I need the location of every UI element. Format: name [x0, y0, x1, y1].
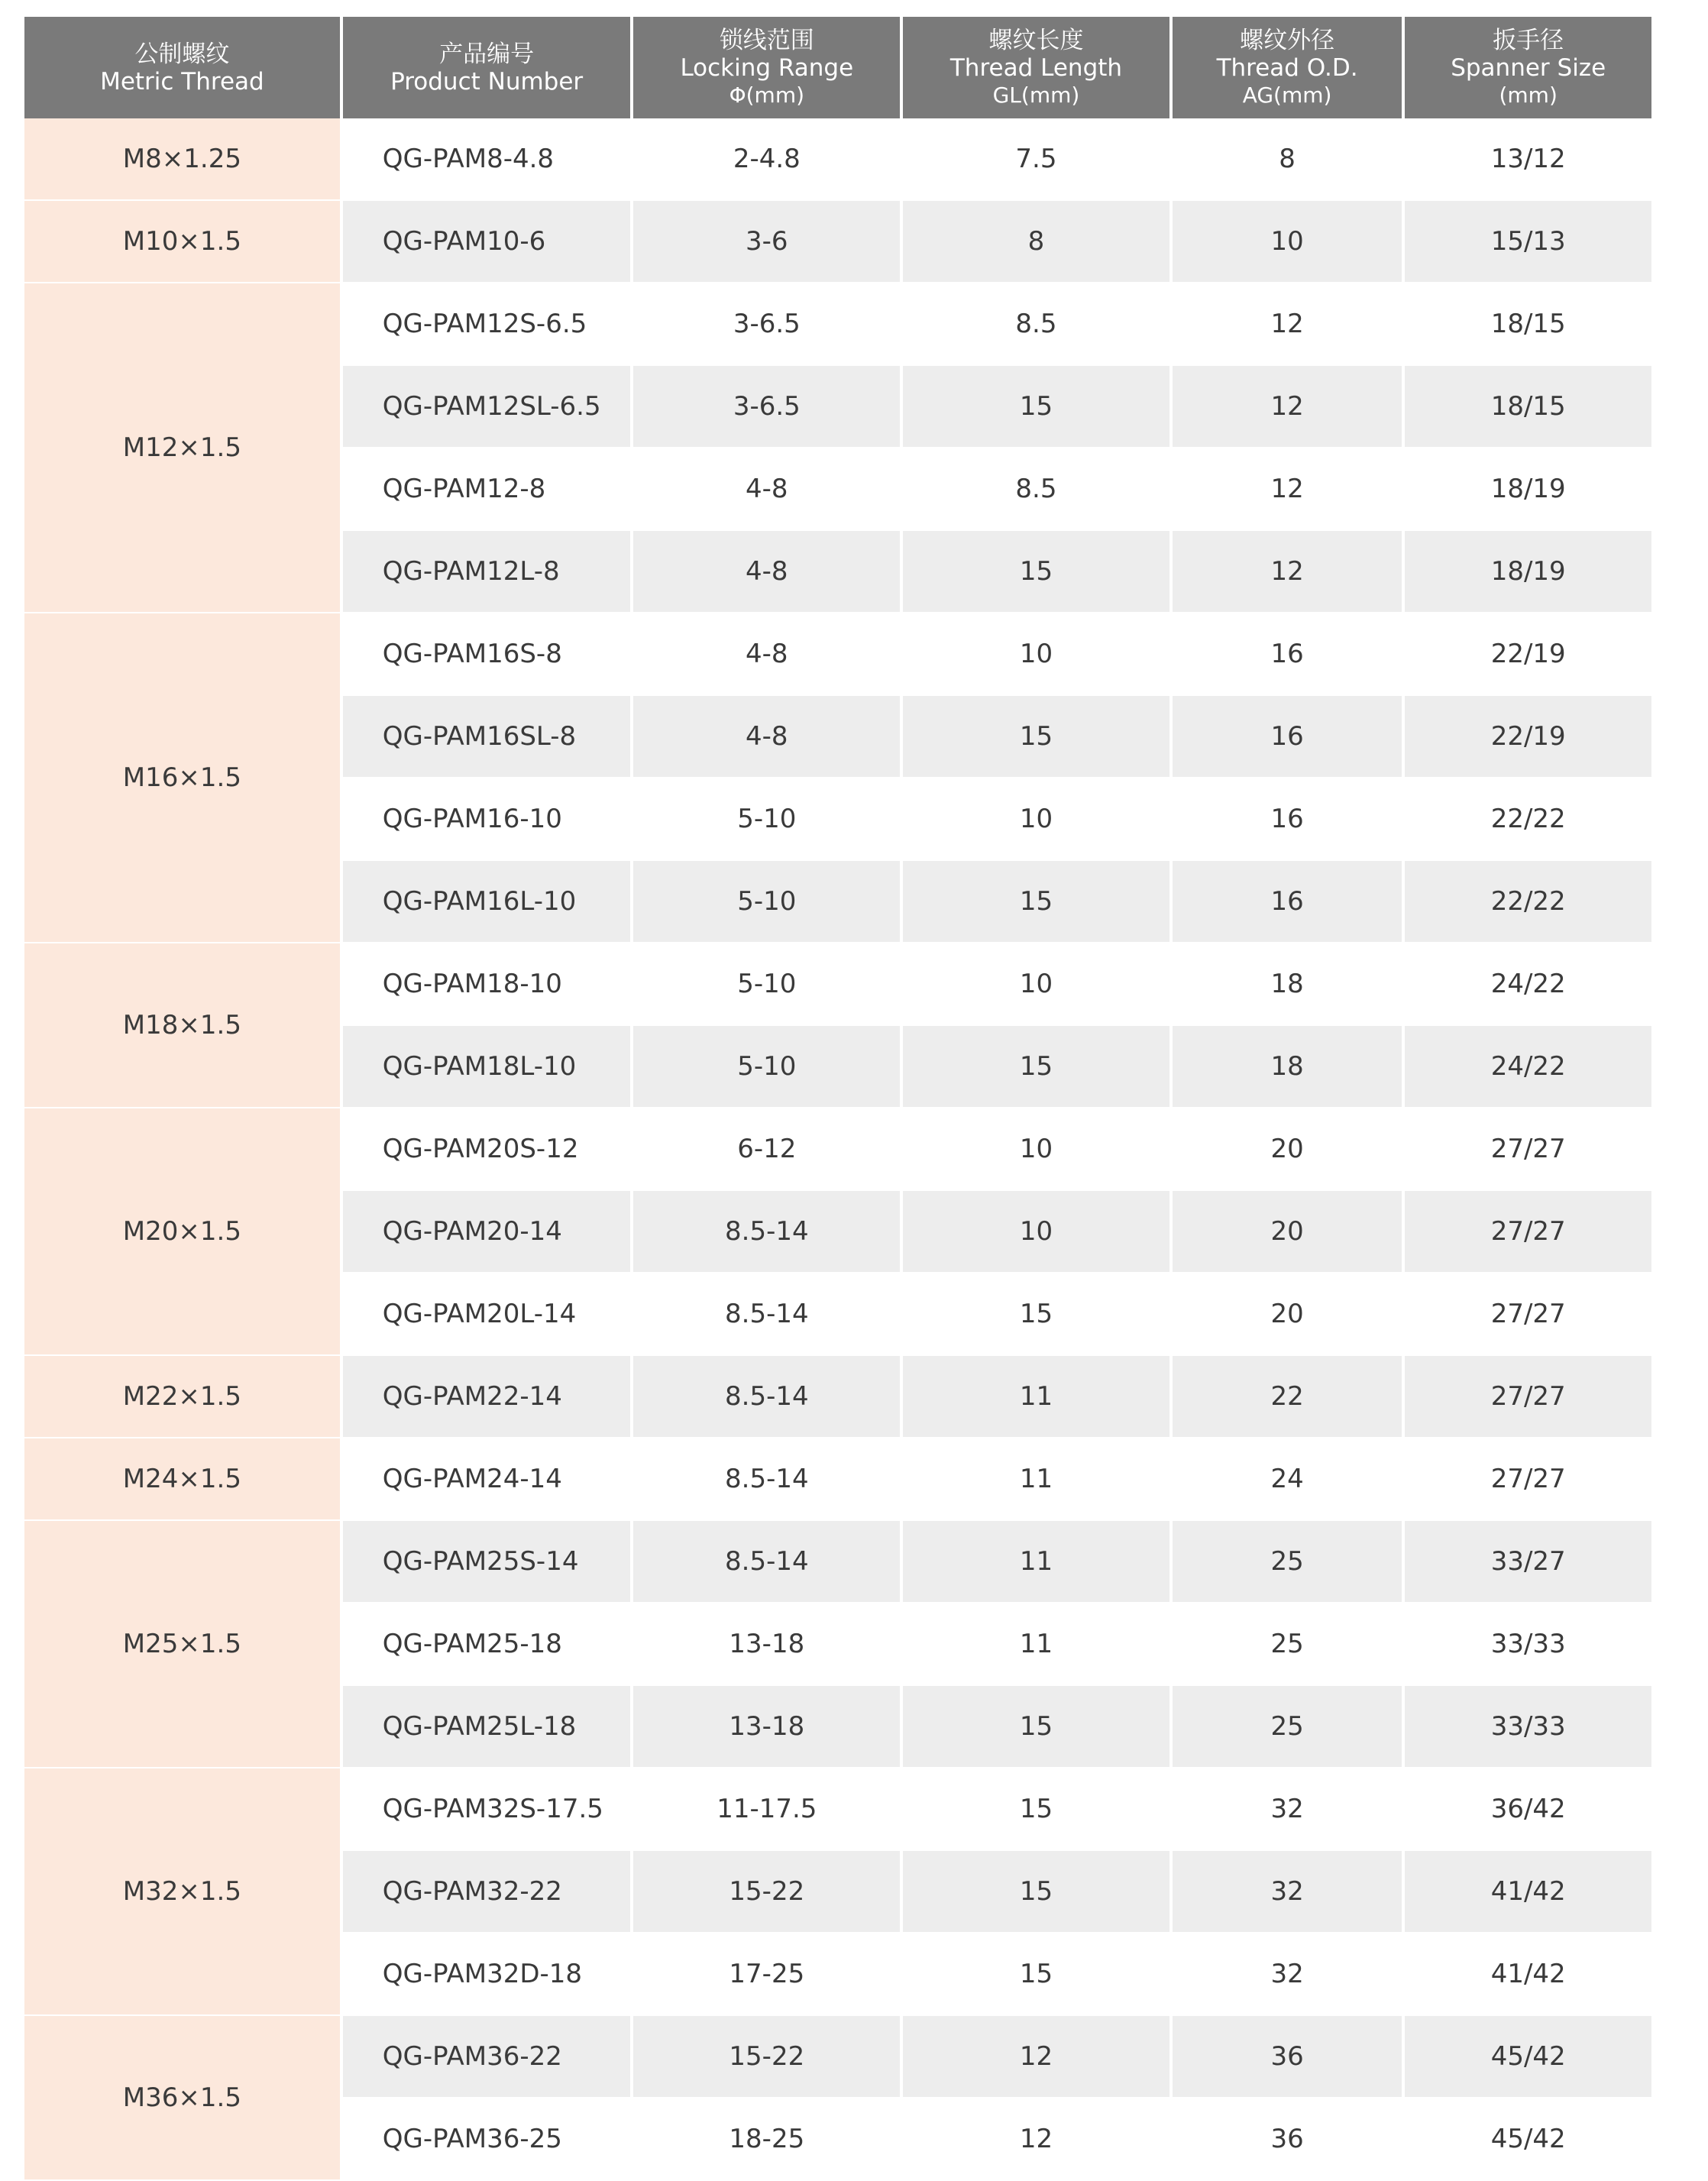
table-row [24, 613, 1651, 696]
locking-range-cell: 4-8 [633, 448, 900, 531]
spanner-size-cell: 22/22 [1405, 778, 1651, 861]
locking-range-cell: 5-10 [633, 778, 900, 861]
header-thread-length-unit: GL(mm) [992, 82, 1080, 108]
product-number-cell: QG-PAM22-14 [343, 1356, 631, 1438]
thread-length-cell: 15 [903, 861, 1169, 943]
locking-range-cell: 3-6.5 [633, 283, 900, 366]
spanner-size-cell: 13/12 [1405, 118, 1651, 201]
metric-thread-cell: M20×1.5 [24, 1108, 340, 1356]
locking-range-cell: 3-6.5 [633, 366, 900, 448]
thread-length-cell: 11 [903, 1521, 1169, 1603]
product-number-cell: QG-PAM12S-6.5 [343, 283, 631, 366]
product-number-cell: QG-PAM10-6 [343, 201, 631, 283]
spanner-size-cell: 27/27 [1405, 1108, 1651, 1191]
metric-thread-cell: M12×1.5 [24, 283, 340, 613]
header-metric-thread-en: Metric Thread [100, 67, 264, 95]
spanner-size-cell: 18/19 [1405, 448, 1651, 531]
spanner-size-cell: 45/42 [1405, 2098, 1651, 2181]
product-number-cell: QG-PAM20L-14 [343, 1273, 631, 1356]
header-product-number-en: Product Number [390, 67, 584, 95]
header-thread-od-unit: AG(mm) [1242, 82, 1332, 108]
thread-od-cell: 12 [1173, 531, 1402, 613]
spec-table [21, 17, 1655, 2181]
locking-range-cell: 15-22 [633, 1851, 900, 1933]
thread-od-cell: 12 [1173, 448, 1402, 531]
metric-thread-cell: M22×1.5 [24, 1356, 340, 1438]
metric-thread-cell: M18×1.5 [24, 943, 340, 1108]
product-number-cell: QG-PAM32-22 [343, 1851, 631, 1933]
locking-range-cell: 3-6 [633, 201, 900, 283]
product-number-cell: QG-PAM32S-17.5 [343, 1768, 631, 1851]
product-number-cell: QG-PAM24-14 [343, 1438, 631, 1521]
thread-length-cell: 10 [903, 943, 1169, 1026]
metric-thread-cell: M25×1.5 [24, 1521, 340, 1768]
table-row [24, 1521, 1651, 1603]
product-number-cell: QG-PAM18-10 [343, 943, 631, 1026]
table-row [24, 1768, 1651, 1851]
thread-length-cell: 7.5 [903, 118, 1169, 201]
spanner-size-cell: 27/27 [1405, 1356, 1651, 1438]
spanner-size-cell: 27/27 [1405, 1438, 1651, 1521]
thread-od-cell: 18 [1173, 1026, 1402, 1108]
thread-od-cell: 25 [1173, 1521, 1402, 1603]
locking-range-cell: 11-17.5 [633, 1768, 900, 1851]
thread-od-cell: 24 [1173, 1438, 1402, 1521]
spanner-size-cell: 33/27 [1405, 1521, 1651, 1603]
thread-length-cell: 15 [903, 1273, 1169, 1356]
thread-od-cell: 10 [1173, 201, 1402, 283]
thread-od-cell: 16 [1173, 861, 1402, 943]
spanner-size-cell: 22/22 [1405, 861, 1651, 943]
spanner-size-cell: 22/19 [1405, 696, 1651, 778]
thread-length-cell: 11 [903, 1438, 1169, 1521]
thread-od-cell: 36 [1173, 2016, 1402, 2098]
table-row [24, 2016, 1651, 2098]
thread-length-cell: 8 [903, 201, 1169, 283]
spanner-size-cell: 33/33 [1405, 1603, 1651, 1686]
table-row [24, 283, 1651, 366]
header-locking-range [633, 17, 900, 118]
thread-od-cell: 18 [1173, 943, 1402, 1026]
spanner-size-cell: 15/13 [1405, 201, 1651, 283]
thread-od-cell: 32 [1173, 1768, 1402, 1851]
thread-length-cell: 15 [903, 1686, 1169, 1768]
locking-range-cell: 2-4.8 [633, 118, 900, 201]
product-number-cell: QG-PAM18L-10 [343, 1026, 631, 1108]
thread-length-cell: 11 [903, 1603, 1169, 1686]
header-metric-thread [24, 17, 340, 118]
product-number-cell: QG-PAM12SL-6.5 [343, 366, 631, 448]
product-number-cell: QG-PAM20S-12 [343, 1108, 631, 1191]
locking-range-cell: 8.5-14 [633, 1356, 900, 1438]
locking-range-cell: 4-8 [633, 531, 900, 613]
table-row [24, 1356, 1651, 1438]
product-number-cell: QG-PAM32D-18 [343, 1933, 631, 2016]
header-spanner-size-cn: 扳手径 [1493, 26, 1564, 54]
product-number-cell: QG-PAM25-18 [343, 1603, 631, 1686]
spanner-size-cell: 22/19 [1405, 613, 1651, 696]
thread-od-cell: 12 [1173, 283, 1402, 366]
header-locking-range-cn: 锁线范围 [719, 26, 814, 54]
thread-length-cell: 10 [903, 1191, 1169, 1273]
thread-od-cell: 8 [1173, 118, 1402, 201]
thread-od-cell: 20 [1173, 1273, 1402, 1356]
thread-length-cell: 15 [903, 696, 1169, 778]
metric-thread-cell: M8×1.25 [24, 118, 340, 201]
spanner-size-cell: 45/42 [1405, 2016, 1651, 2098]
thread-length-cell: 15 [903, 1026, 1169, 1108]
thread-length-cell: 8.5 [903, 448, 1169, 531]
locking-range-cell: 13-18 [633, 1686, 900, 1768]
product-number-cell: QG-PAM12L-8 [343, 531, 631, 613]
thread-length-cell: 10 [903, 613, 1169, 696]
header-thread-od-cn: 螺纹外径 [1240, 26, 1335, 54]
spanner-size-cell: 18/15 [1405, 283, 1651, 366]
header-thread-od [1173, 17, 1402, 118]
header-product-number [343, 17, 631, 118]
table-row [24, 1108, 1651, 1191]
header-locking-range-unit: Φ(mm) [729, 82, 805, 108]
table-row [24, 943, 1651, 1026]
product-number-cell: QG-PAM16SL-8 [343, 696, 631, 778]
thread-length-cell: 15 [903, 1851, 1169, 1933]
header-metric-thread-cn: 公制螺纹 [134, 40, 230, 68]
locking-range-cell: 8.5-14 [633, 1273, 900, 1356]
thread-length-cell: 10 [903, 778, 1169, 861]
table-body [24, 118, 1651, 2181]
spanner-size-cell: 24/22 [1405, 1026, 1651, 1108]
locking-range-cell: 4-8 [633, 613, 900, 696]
spanner-size-cell: 41/42 [1405, 1851, 1651, 1933]
thread-od-cell: 16 [1173, 613, 1402, 696]
metric-thread-cell: M32×1.5 [24, 1768, 340, 2016]
product-number-cell: QG-PAM16S-8 [343, 613, 631, 696]
header-product-number-cn: 产品编号 [439, 40, 535, 68]
table-row [24, 1438, 1651, 1521]
spanner-size-cell: 33/33 [1405, 1686, 1651, 1768]
locking-range-cell: 6-12 [633, 1108, 900, 1191]
spanner-size-cell: 41/42 [1405, 1933, 1651, 2016]
thread-od-cell: 36 [1173, 2098, 1402, 2181]
product-number-cell: QG-PAM20-14 [343, 1191, 631, 1273]
thread-length-cell: 15 [903, 1768, 1169, 1851]
table-row [24, 201, 1651, 283]
spanner-size-cell: 18/19 [1405, 531, 1651, 613]
locking-range-cell: 13-18 [633, 1603, 900, 1686]
thread-od-cell: 22 [1173, 1356, 1402, 1438]
product-number-cell: QG-PAM16L-10 [343, 861, 631, 943]
product-number-cell: QG-PAM25L-18 [343, 1686, 631, 1768]
product-number-cell: QG-PAM12-8 [343, 448, 631, 531]
thread-od-cell: 16 [1173, 778, 1402, 861]
locking-range-cell: 8.5-14 [633, 1521, 900, 1603]
thread-length-cell: 11 [903, 1356, 1169, 1438]
thread-od-cell: 32 [1173, 1851, 1402, 1933]
header-spanner-size-en: Spanner Size [1451, 53, 1606, 82]
table-header [24, 17, 1651, 118]
thread-length-cell: 12 [903, 2098, 1169, 2181]
locking-range-cell: 4-8 [633, 696, 900, 778]
product-number-cell: QG-PAM25S-14 [343, 1521, 631, 1603]
product-number-cell: QG-PAM8-4.8 [343, 118, 631, 201]
header-spanner-size [1405, 17, 1651, 118]
header-thread-od-en: Thread O.D. [1216, 53, 1358, 82]
product-number-cell: QG-PAM16-10 [343, 778, 631, 861]
thread-od-cell: 25 [1173, 1686, 1402, 1768]
header-thread-length-en: Thread Length [949, 53, 1123, 82]
locking-range-cell: 5-10 [633, 861, 900, 943]
locking-range-cell: 18-25 [633, 2098, 900, 2181]
locking-range-cell: 8.5-14 [633, 1191, 900, 1273]
metric-thread-cell: M36×1.5 [24, 2016, 340, 2181]
thread-length-cell: 10 [903, 1108, 1169, 1191]
product-number-cell: QG-PAM36-22 [343, 2016, 631, 2098]
locking-range-cell: 8.5-14 [633, 1438, 900, 1521]
thread-od-cell: 25 [1173, 1603, 1402, 1686]
thread-od-cell: 32 [1173, 1933, 1402, 2016]
locking-range-cell: 5-10 [633, 1026, 900, 1108]
header-row [24, 17, 1651, 118]
spanner-size-cell: 36/42 [1405, 1768, 1651, 1851]
product-number-cell: QG-PAM36-25 [343, 2098, 631, 2181]
header-locking-range-en: Locking Range [680, 53, 854, 82]
header-spanner-size-unit: (mm) [1499, 82, 1558, 108]
spanner-size-cell: 27/27 [1405, 1191, 1651, 1273]
thread-od-cell: 16 [1173, 696, 1402, 778]
metric-thread-cell: M24×1.5 [24, 1438, 340, 1521]
thread-length-cell: 15 [903, 1933, 1169, 2016]
locking-range-cell: 15-22 [633, 2016, 900, 2098]
thread-length-cell: 12 [903, 2016, 1169, 2098]
header-thread-length [903, 17, 1169, 118]
locking-range-cell: 5-10 [633, 943, 900, 1026]
spanner-size-cell: 27/27 [1405, 1273, 1651, 1356]
thread-od-cell: 20 [1173, 1191, 1402, 1273]
spanner-size-cell: 24/22 [1405, 943, 1651, 1026]
thread-length-cell: 8.5 [903, 283, 1169, 366]
spanner-size-cell: 18/15 [1405, 366, 1651, 448]
thread-length-cell: 15 [903, 366, 1169, 448]
metric-thread-cell: M10×1.5 [24, 201, 340, 283]
table-row [24, 118, 1651, 201]
locking-range-cell: 17-25 [633, 1933, 900, 2016]
header-thread-length-cn: 螺纹长度 [988, 26, 1084, 54]
metric-thread-cell: M16×1.5 [24, 613, 340, 943]
thread-od-cell: 20 [1173, 1108, 1402, 1191]
thread-length-cell: 15 [903, 531, 1169, 613]
thread-od-cell: 12 [1173, 366, 1402, 448]
